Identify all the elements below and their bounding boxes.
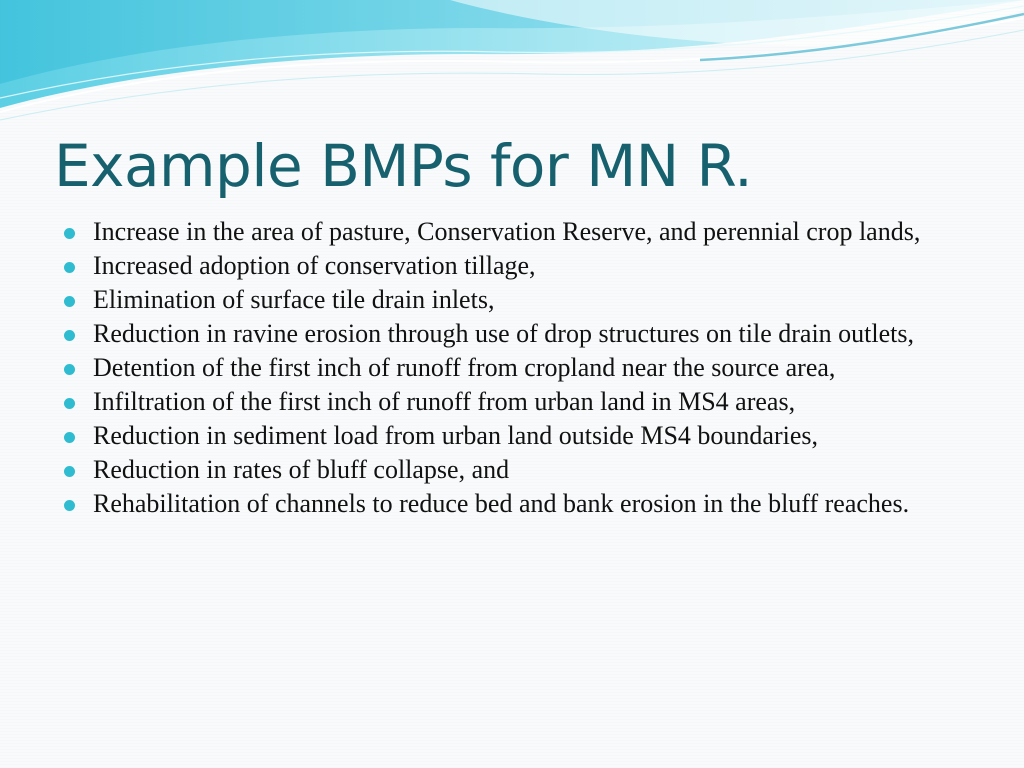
list-item xyxy=(64,218,984,245)
list-item xyxy=(64,388,984,415)
bullet-dot-icon xyxy=(64,398,75,409)
bullet-dot-icon xyxy=(64,500,75,511)
list-item xyxy=(64,456,984,483)
bullet-text: Reduction in sediment load from urban land outside MS4 boundaries, xyxy=(93,421,818,450)
bullet-text: Elimination of surface tile drain inlets, xyxy=(93,285,495,314)
bullet-list xyxy=(64,218,984,524)
list-item xyxy=(64,252,984,279)
bullet-dot-icon xyxy=(64,466,75,477)
bullet-text: Increase in the area of pasture, Conservation Reserve, and perennial crop lands, xyxy=(93,217,921,246)
bullet-text: Reduction in rates of bluff collapse, and xyxy=(93,455,510,484)
bullet-dot-icon xyxy=(64,262,75,273)
list-item xyxy=(64,286,984,313)
bullet-dot-icon xyxy=(64,330,75,341)
bullet-dot-icon xyxy=(64,364,75,375)
list-item xyxy=(64,422,984,449)
bullet-text: Reduction in ravine erosion through use of drop structures on tile drain outlets, xyxy=(93,319,914,348)
header-wave-decoration xyxy=(0,0,1024,130)
bullet-text: Infiltration of the first inch of runoff from urban land in MS4 areas, xyxy=(93,387,796,416)
bullet-text: Rehabilitation of channels to reduce bed and bank erosion in the bluff reaches. xyxy=(93,489,910,518)
bullet-dot-icon xyxy=(64,228,75,239)
list-item xyxy=(64,320,984,347)
bullet-dot-icon xyxy=(64,296,75,307)
bullet-dot-icon xyxy=(64,432,75,443)
list-item xyxy=(64,354,984,381)
bullet-text: Increased adoption of conservation tillage, xyxy=(93,251,536,280)
bullet-text: Detention of the first inch of runoff from cropland near the source area, xyxy=(93,353,836,382)
list-item xyxy=(64,490,984,517)
slide-title: Example BMPs for MN R. xyxy=(54,132,753,200)
